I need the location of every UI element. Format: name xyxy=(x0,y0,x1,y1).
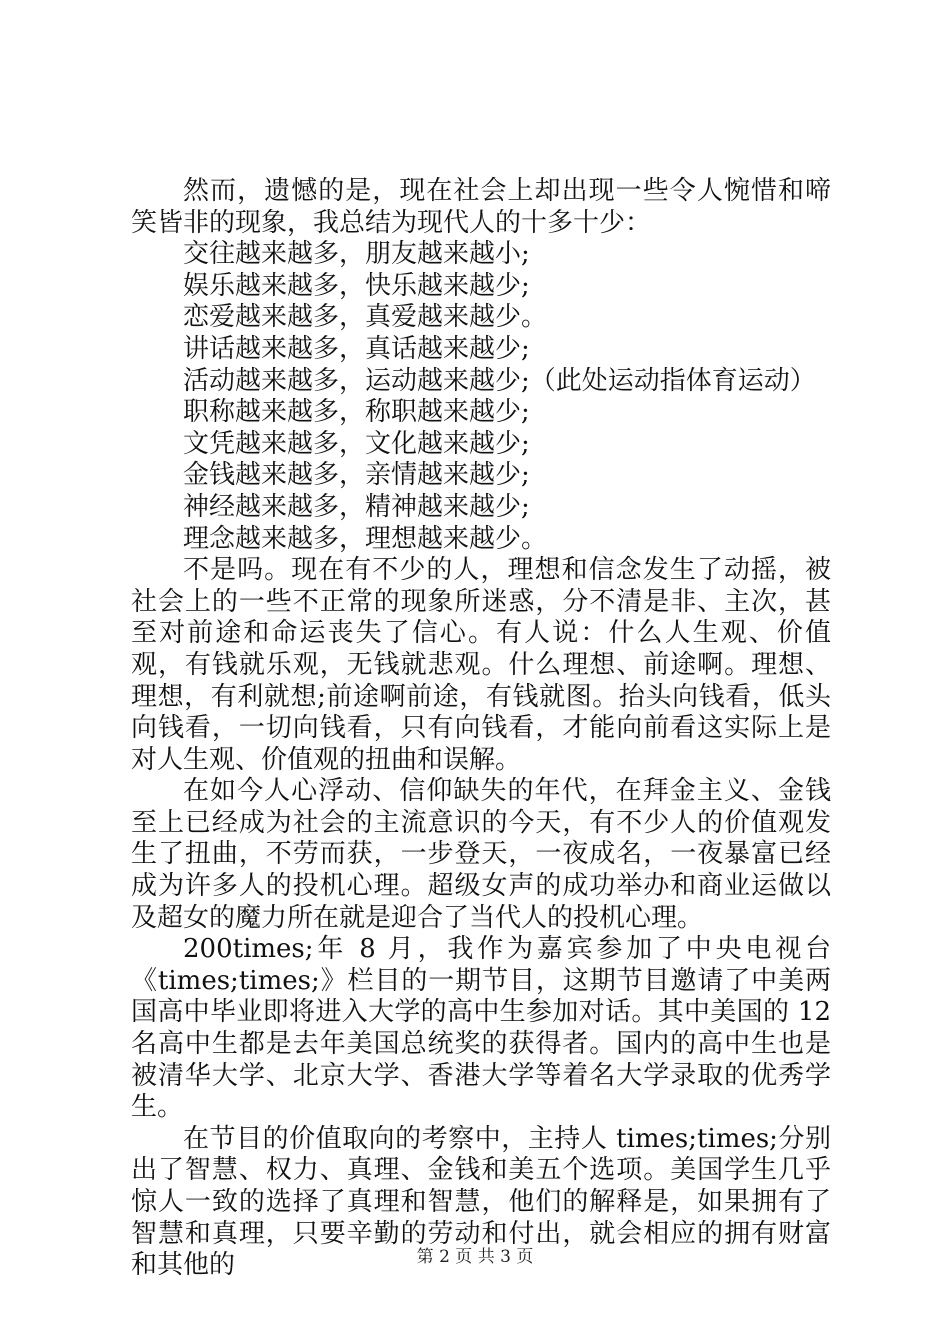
document-body xyxy=(131,176,831,1282)
intro-paragraph: 然而，遗憾的是，现在社会上却出现一些令人惋惜和啼笑皆非的现象，我总结为现代人的十多十少： xyxy=(131,176,831,238)
body-paragraph: 在节目的价值取向的考察中，主持人 times;times;分别出了智慧、权力、真理、金钱和美五个选项。美国学生几乎惊人一致的选择了真理和智慧，他们的解释是，如果拥有了智慧和真理，只要辛勤的劳动和付出，就会相应的拥有财富和其他的 xyxy=(131,1123,831,1281)
list-item: 交往越来越多，朋友越来越小; xyxy=(183,239,530,270)
list-item: 文凭越来越多，文化越来越少; xyxy=(183,428,530,459)
body-paragraph: 不是吗。现在有不少的人，理想和信念发生了动摇，被社会上的一些不正常的现象所迷惑，分不清是非、主次，甚至对前途和命运丧失了信心。有人说：什么人生观、价值观，有钱就乐观，无钱就悲观。什么理想、前途啊。理想、理想，有利就想;前途啊前途，有钱就图。抬头向钱看，低头向钱看，一切向钱看，只有向钱看，才能向前看这实际上是对人生观、价值观的扭曲和误解。 xyxy=(131,555,831,775)
body-paragraph: 在如今人心浮动、信仰缺失的年代，在拜金主义、金钱至上已经成为社会的主流意识的今天，有不少人的价值观发生了扭曲，不劳而获，一步登天，一夜成名，一夜暴富已经成为许多人的投机心理。超级女声的成功举办和商业运做以及超女的魔力所在就是迎合了当代人的投机心理。 xyxy=(131,776,831,933)
list-item: 娱乐越来越多，快乐越来越少; xyxy=(183,270,530,301)
list-item: 职称越来越多，称职越来越少; xyxy=(183,397,530,428)
list-item: 活动越来越多，运动越来越少;（此处运动指体育运动） xyxy=(183,365,816,396)
list-item: 理念越来越多，理想越来越少。 xyxy=(183,523,548,554)
ten-more-ten-less-list xyxy=(131,239,831,555)
list-item: 金钱越来越多，亲情越来越少; xyxy=(183,460,530,491)
list-item: 恋爱越来越多，真爱越来越少。 xyxy=(183,302,548,333)
list-item: 讲话越来越多，真话越来越少; xyxy=(183,333,530,364)
body-paragraph: 200times;年 8 月，我作为嘉宾参加了中央电视台《times;times;》栏目的一期节目，这期节目邀请了中美两国高中毕业即将进入大学的高中生参加对话。其中美国的 12 名高中生都是去年美国总统奖的获得者。国内的高中生也是被清华大学、北京大学、香港大学等着名大学录取的优秀学生。 xyxy=(131,934,831,1123)
list-item: 神经越来越多，精神越来越少; xyxy=(183,491,530,522)
page-number-footer: 第 2 页 共 3 页 xyxy=(416,1247,534,1267)
